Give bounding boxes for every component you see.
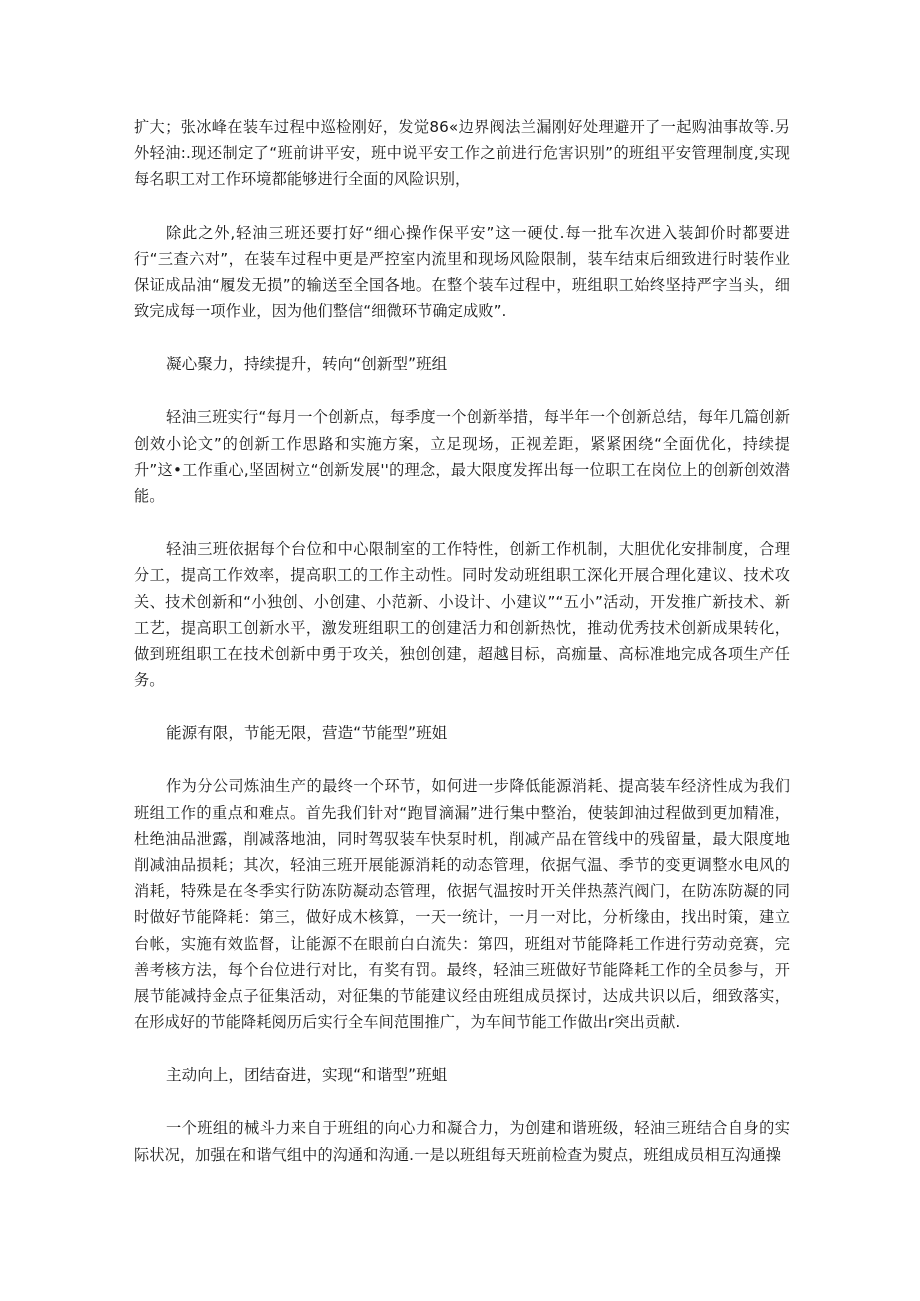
paragraph-harmony: 一个班组的械斗力来自于班组的向心力和凝合力，为创建和谐班级，轻油三班结合自身的实际状况，加强在和谐气组中的沟通和沟通.一是以班组每天班前检查为熨点，班组成员相互沟通操 <box>134 1119 790 1164</box>
section-heading-energy-saving: 能源有限，节能无限，营造“节能型”班姐 <box>166 724 448 743</box>
document-body <box>134 114 790 1168</box>
paragraph-careful-operation: 除此之外,轻油三班还要打好“细心操作保平安”这一硬仗.每一批车次进入装卸价时都要进行“三查六对”，在装车过程中更是严控室内流里和现场风险限制，装车结束后细致进行时装作业保证成品油“履发无损”的输送至全国各地。在整个装车过程中，班组职工始终坚持严字当头，细致完成每一项作业，因为他们整信“细微环节确定成败”. <box>134 223 790 321</box>
paragraph-safety-continued: 扩大；张冰峰在装车过程中巡检刚好，发觉86«边界阀法兰漏刚好处理避开了一起购油事故等.另外轻油:.现还制定了“班前讲平安，班中说平安工作之前进行危害识别”的班组平安管理制度,实现每名职工对工作环境都能够进行全面的风险识别， <box>134 118 790 189</box>
section-heading-innovation: 凝心聚力，持续提升，转向“创新型”班组 <box>166 355 448 374</box>
paragraph-energy-saving: 作为分公司炼油生产的最终一个环节，如何进一步降低能源消耗、提高装车经济性成为我们班组工作的重点和难点。首先我们针对“跑冒滴漏”进行集中整治，使装卸油过程做到更加精准，杜绝油品泄露，削减落地油，同时驾驭装车快泵时机，削减产品在管线中的残留量，最大限度地削减油品损耗；其次，轻油三班开展能源消耗的动态管理，依据气温、季节的变更调整水电风的消耗，特殊是在冬季实行防冻防凝动态管理，依据气温按时开关伴热蒸汽阀门，在防冻防凝的同时做好节能降耗：第三，做好成木核算，一天一统计，一月一对比，分析缘由，找出时策，建立台帐，实施有效监督，让能源不在眼前白白流失：第四，班组对节能降耗工作进行劳动竞赛，完善考核方法，每个台位进行对比，有奖有罚。最终，轻油三班做好节能降耗工作的全员参与，开展节能减持金点子征集活动，对征集的节能建议经由班组成员探讨，达成共识以后，细致落实，在形成好的节能降耗阅历后实行全车间范围推广，为车间节能工作做出r突出贡献. <box>134 777 790 1032</box>
paragraph-innovation-plan: 轻油三班实行“每月一个创新点，每季度一个创新举措，每半年一个创新总结，每年几篇创新创效小论文”的创新工作思路和实施方案，立足现场，正视差距，紧紧困绕“全面优化，持续提升”这•工作重心,坚固树立“创新发展''的理念，最大限度发挥出每一位职工在岗位上的创新创效潜能。 <box>134 408 790 506</box>
section-heading-harmony: 主动向上，团结奋进，实现“和谐型”班蛆 <box>166 1066 448 1085</box>
paragraph-innovation-mechanism: 轻油三班依据每个台位和中心限制室的工作特性，创新工作机制，大胆优化安排制度，合理分工，提高工作效率，提高职工的工作主动性。同时发动班组职工深化开展合理化建议、技术攻关、技术创新和“小独创、小创建、小范新、小设计、小建议”“五小”活动，开发推广新技术、新工艺，提高职工创新水平，激发班组职工的创建活力和创新热忱，推动优秀技术创新成果转化，做到班组职工在技术创新中勇于攻关，独创创建，超越目标，高痂量、高标准地完成各项生产任务。 <box>134 540 790 690</box>
